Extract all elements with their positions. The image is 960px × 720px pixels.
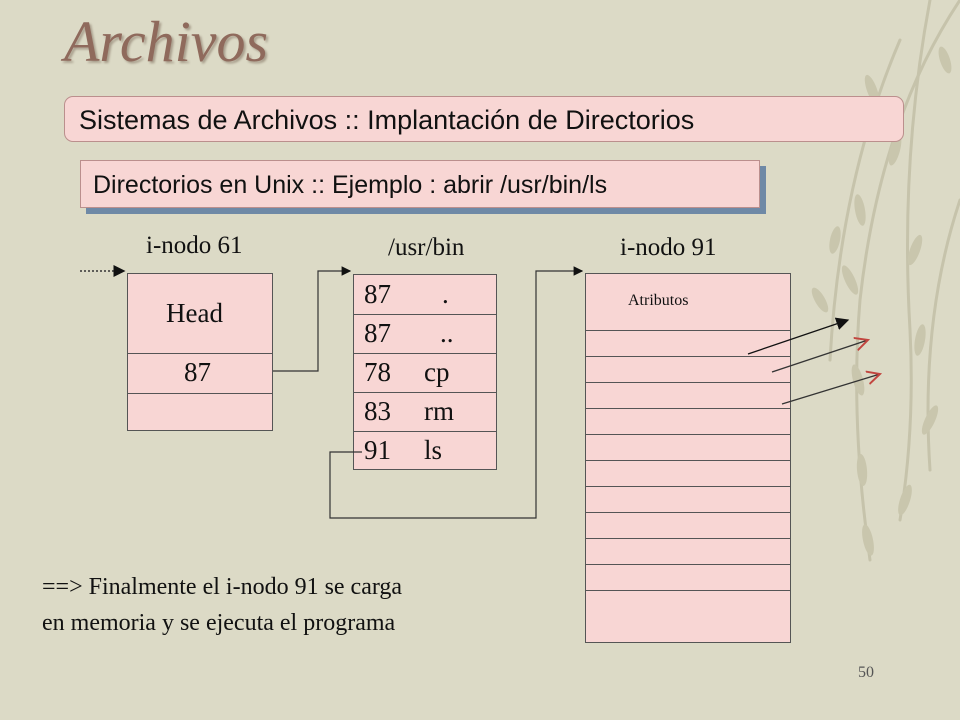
dir-entry-name: rm <box>424 396 454 426</box>
dir-entry-inode: 87 <box>364 318 391 348</box>
dir-entry-name: . <box>442 279 449 309</box>
dir-entry-inode: 83 <box>364 396 391 426</box>
inode61-to-directory-connector <box>273 271 350 371</box>
inode61-head: Head <box>166 298 223 328</box>
block-pointer-arrow <box>782 374 880 404</box>
inode61-label: i-nodo 61 <box>146 232 243 259</box>
dir-entry-inode: 78 <box>364 357 391 387</box>
inode91-label: i-nodo 91 <box>620 234 717 261</box>
dir-entry-name: cp <box>424 357 450 387</box>
block-pointer-arrow <box>772 340 868 372</box>
inode61-pointer: 87 <box>184 357 211 387</box>
dir-entry-inode: 87 <box>364 279 391 309</box>
conclusion-line-1: ==> Finalmente el i-nodo 91 se carga <box>42 574 403 600</box>
directory-to-inode91-connector <box>330 271 582 518</box>
dir-entry-inode: 91 <box>364 435 391 465</box>
inode91-attributes: Atributos <box>628 292 689 309</box>
page-number: 50 <box>858 664 874 681</box>
section-banner: Sistemas de Archivos :: Implantación de Directorios <box>64 96 904 142</box>
directory-label: /usr/bin <box>388 234 465 261</box>
slide-title: Archivos <box>64 9 269 74</box>
example-banner: Directorios en Unix :: Ejemplo : abrir /usr/bin/ls <box>80 160 760 208</box>
block-pointer-arrow <box>748 320 848 354</box>
dir-entry-name: ls <box>424 435 443 465</box>
dir-entry-name: .. <box>440 318 454 348</box>
conclusion-line-2: en memoria y se ejecuta el programa <box>42 610 396 636</box>
